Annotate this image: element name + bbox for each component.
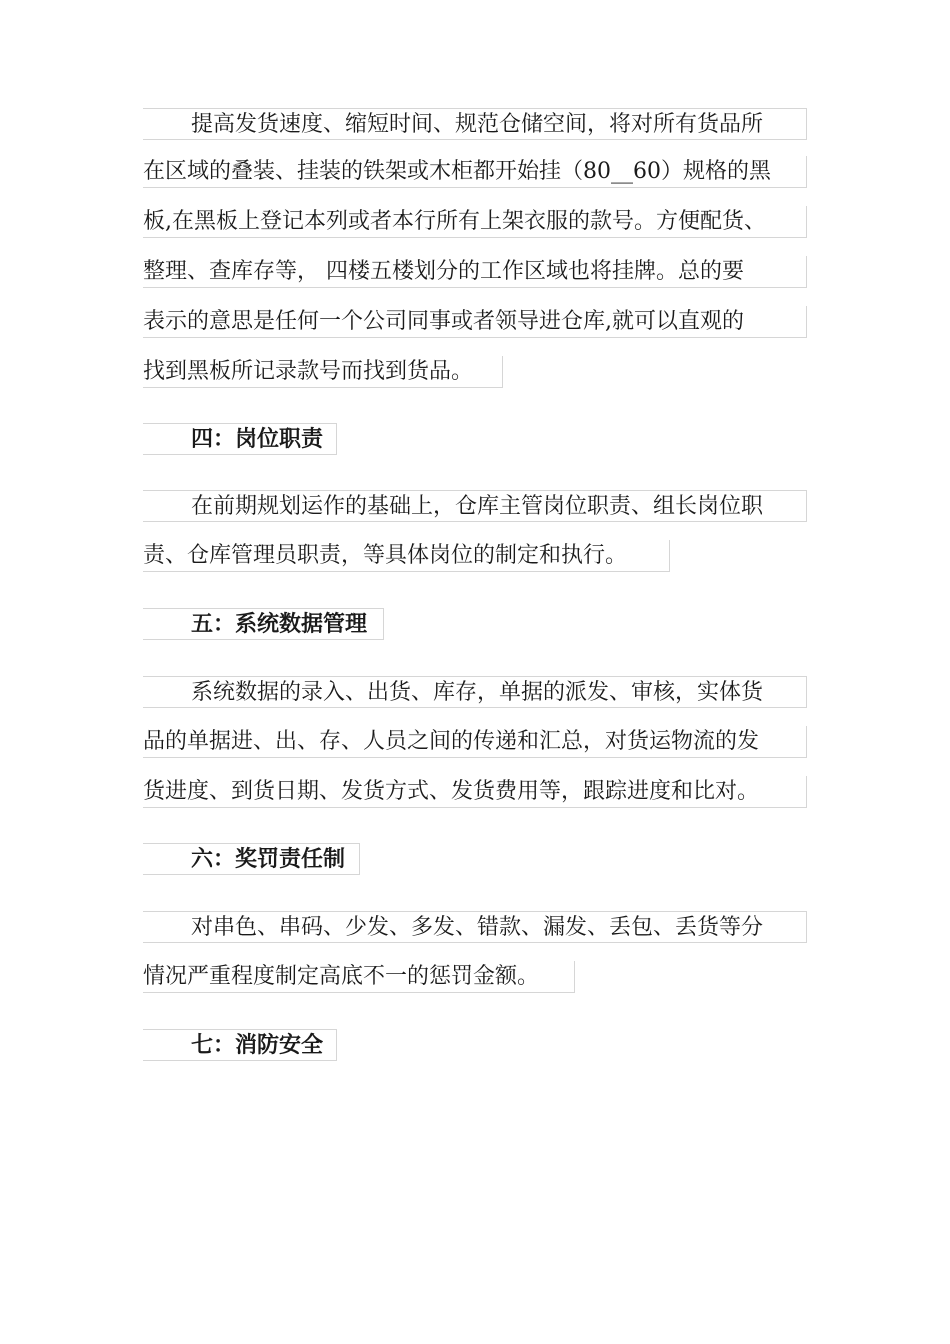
paragraph-line: 品的单据进、出、存、人员之间的传递和汇总，对货运物流的发 — [143, 726, 807, 758]
paragraph-line: 整理、查库存等， 四楼五楼划分的工作区域也将挂牌。总的要 — [143, 256, 807, 288]
paragraph-line: 系统数据的录入、出货、库存，单据的派发、审核，实体货 — [143, 676, 807, 708]
paragraph-line: 表示的意思是任何一个公司同事或者领导进仓库,就可以直观的 — [143, 306, 807, 338]
paragraph-line: 责、仓库管理员职责，等具体岗位的制定和执行。 — [143, 540, 670, 572]
paragraph-line: 提高发货速度、缩短时间、规范仓储空间，将对所有货品所 — [143, 108, 807, 140]
paragraph-line: 在区域的叠装、挂装的铁架或木柜都开始挂（80__60）规格的黑 — [143, 156, 807, 188]
paragraph-line: 货进度、到货日期、发货方式、发货费用等，跟踪进度和比对。 — [143, 776, 807, 808]
paragraph-line: 板,在黑板上登记本列或者本行所有上架衣服的款号。方便配货、 — [143, 206, 807, 238]
section-heading: 五：系统数据管理 — [143, 608, 384, 640]
paragraph-line: 在前期规划运作的基础上，仓库主管岗位职责、组长岗位职 — [143, 490, 807, 522]
paragraph-line: 对串色、串码、少发、多发、错款、漏发、丢包、丢货等分 — [143, 911, 807, 943]
paragraph-line: 找到黑板所记录款号而找到货品。 — [143, 356, 503, 388]
section-heading: 四：岗位职责 — [143, 423, 337, 455]
paragraph-line: 情况严重程度制定高底不一的惩罚金额。 — [143, 961, 575, 993]
section-heading: 七：消防安全 — [143, 1029, 337, 1061]
section-heading: 六：奖罚责任制 — [143, 843, 360, 875]
